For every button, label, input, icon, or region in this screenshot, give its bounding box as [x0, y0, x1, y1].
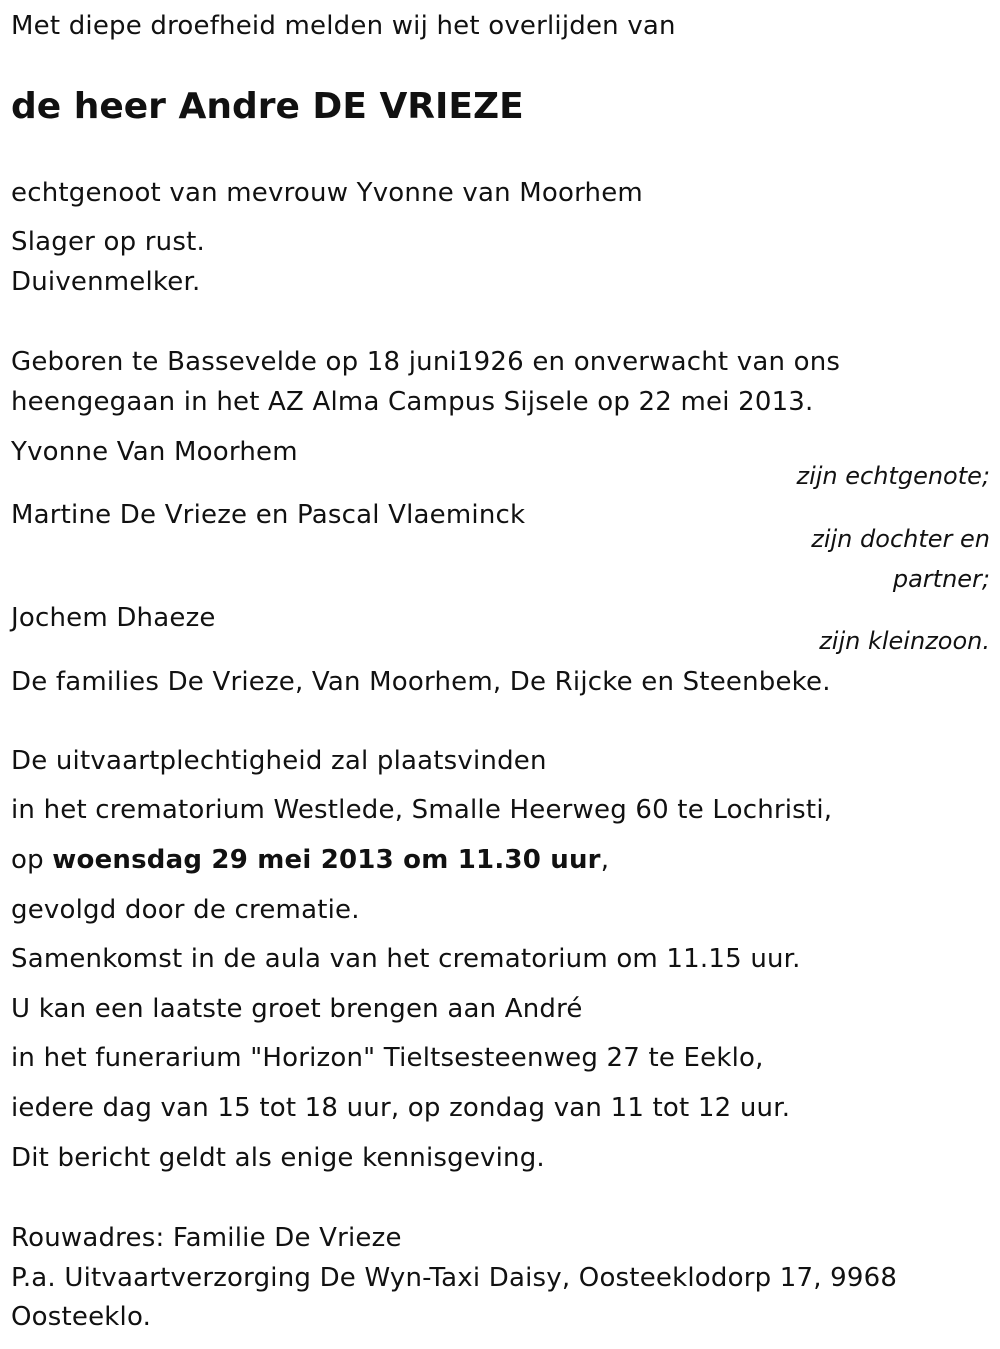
birth-line-2: heengegaan in het AZ Alma Campus Sijsele op 22 mei 2013. — [11, 387, 814, 417]
mourner-role: zijn kleinzoon. — [819, 627, 990, 655]
address-line-3: Oosteeklo. — [11, 1302, 152, 1332]
ceremony-line-1: De uitvaartplechtigheid zal plaatsvinden — [11, 746, 547, 776]
ceremony-line-5: Samenkomst in de aula van het crematorium om 11.15 uur. — [11, 944, 801, 974]
ceremony-date-suffix: , — [600, 845, 610, 875]
address-line-2: P.a. Uitvaartverzorging De Wyn-Taxi Daisy, Oosteeklodorp 17, 9968 — [11, 1263, 898, 1293]
families-line: De families De Vrieze, Van Moorhem, De Rijcke en Steenbeke. — [11, 667, 831, 697]
mourner-name: Martine De Vrieze en Pascal Vlaeminck — [11, 500, 526, 530]
mourner-name: Yvonne Van Moorhem — [11, 437, 298, 467]
birth-line-1: Geboren te Bassevelde op 18 juni1926 en onverwacht van ons — [11, 347, 841, 377]
ceremony-date-prefix: op — [11, 845, 53, 875]
ceremony-line-9: Dit bericht geldt als enige kennisgeving. — [11, 1143, 545, 1173]
ceremony-line-4: gevolgd door de crematie. — [11, 895, 360, 925]
ceremony-date: woensdag 29 mei 2013 om 11.30 uur — [52, 845, 601, 875]
intro-text: Met diepe droefheid melden wij het overlijden van — [11, 11, 676, 41]
occupation-line-2: Duivenmelker. — [11, 267, 201, 297]
spouse-line: echtgenoot van mevrouw Yvonne van Moorhem — [11, 178, 643, 208]
mourner-name: Jochem Dhaeze — [11, 603, 216, 633]
occupation-line-1: Slager op rust. — [11, 227, 205, 257]
ceremony-location: in het crematorium Westlede, Smalle Heerweg 60 te Lochristi, — [11, 795, 833, 825]
ceremony-line-6: U kan een laatste groet brengen aan André — [11, 994, 583, 1024]
mourner-role: zijn echtgenote; — [796, 462, 990, 490]
mourner-role-continued: partner; — [892, 565, 990, 593]
address-line-1: Rouwadres: Familie De Vrieze — [11, 1223, 402, 1253]
deceased-name: de heer Andre DE VRIEZE — [11, 86, 524, 127]
ceremony-date-line — [11, 844, 609, 876]
ceremony-line-7: in het funerarium "Horizon" Tieltsesteenweg 27 te Eeklo, — [11, 1043, 764, 1073]
mourner-role: zijn dochter en — [811, 525, 990, 553]
ceremony-line-8: iedere dag van 15 tot 18 uur, op zondag van 11 tot 12 uur. — [11, 1093, 791, 1123]
